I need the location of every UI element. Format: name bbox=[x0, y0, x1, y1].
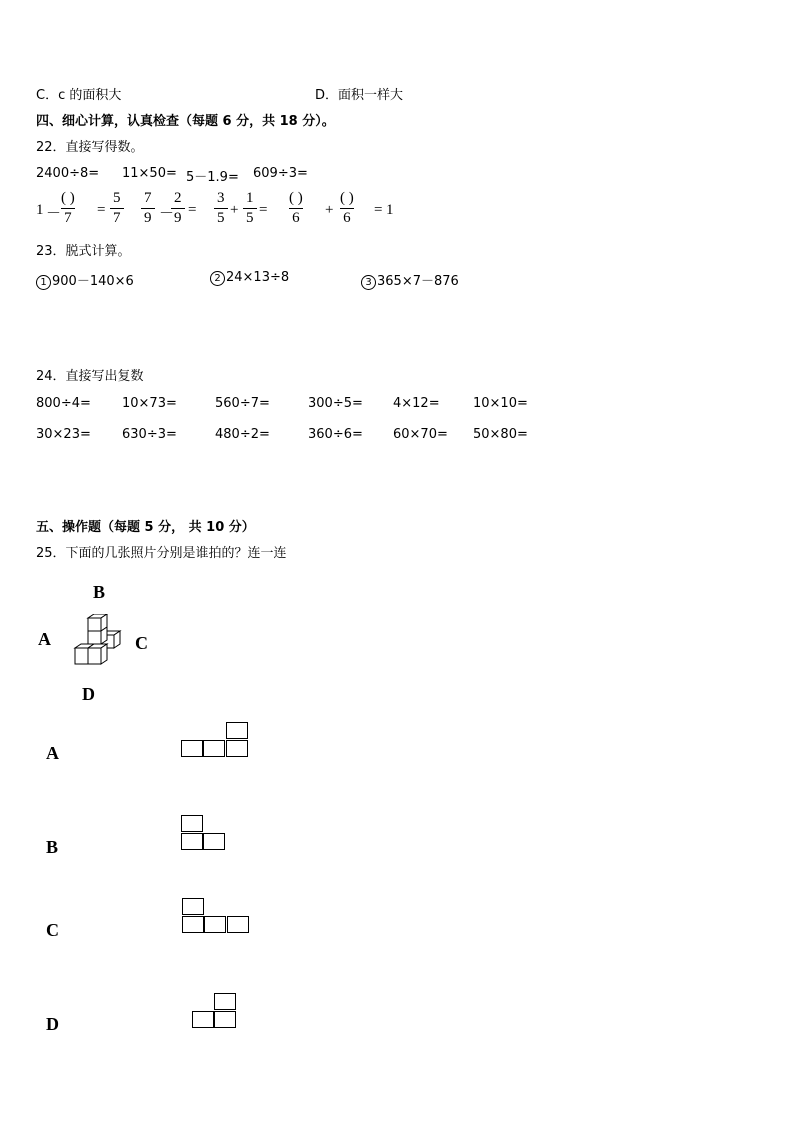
q24-item: 480÷2= bbox=[215, 427, 270, 442]
circled-number: 2 bbox=[210, 271, 225, 286]
minus-sign: － bbox=[46, 206, 62, 222]
fraction-denominator: 6 bbox=[340, 208, 354, 226]
circled-number: 1 bbox=[36, 275, 51, 290]
fraction-blank-over-7 bbox=[58, 191, 78, 226]
plus-sign: + bbox=[230, 202, 239, 218]
option-d: D．面积一样大 bbox=[315, 88, 404, 103]
q24-item: 300÷5= bbox=[308, 396, 363, 411]
q23-item-3 bbox=[361, 270, 459, 290]
expression: 24×13÷8 bbox=[226, 270, 290, 285]
q24-title: 24．直接写出复数 bbox=[36, 369, 144, 384]
fraction-numerator: 1 bbox=[246, 190, 254, 206]
fraction-5-7 bbox=[110, 191, 124, 226]
fraction-denominator: 5 bbox=[214, 208, 228, 226]
fraction-numerator: 3 bbox=[217, 190, 225, 206]
section5-heading: 五、操作题（每题 5 分， 共 10 分） bbox=[36, 520, 255, 535]
fraction-numerator-blank[interactable]: ( ) bbox=[289, 190, 303, 206]
q24-item: 10×73= bbox=[122, 396, 177, 411]
fraction-denominator: 7 bbox=[110, 208, 124, 226]
q24-item: 630÷3= bbox=[122, 427, 177, 442]
q22-item-2: 11×50= bbox=[122, 166, 177, 181]
minus-sign: － bbox=[159, 206, 175, 222]
fraction-blank-over-6 bbox=[286, 191, 306, 226]
fraction-numerator: 2 bbox=[174, 190, 182, 206]
fraction-denominator: 9 bbox=[141, 208, 155, 226]
fraction-denominator: 9 bbox=[171, 208, 185, 226]
q22-item-1: 2400÷8= bbox=[36, 166, 100, 181]
fraction-blank-over-6 bbox=[337, 191, 357, 226]
fraction-3-5 bbox=[214, 191, 228, 226]
q22-item-4: 609÷3= bbox=[253, 166, 308, 181]
viewer-d-label: D bbox=[82, 684, 95, 704]
q24-item: 560÷7= bbox=[215, 396, 270, 411]
fraction-numerator: 5 bbox=[113, 190, 121, 206]
equals-sign: = bbox=[374, 202, 383, 218]
fraction-7-9 bbox=[141, 191, 155, 226]
cube-stack-figure bbox=[70, 614, 122, 670]
section4-heading: 四、细心计算，认真检查（每题 6 分，共 18 分）。 bbox=[36, 114, 335, 129]
fraction-denominator: 5 bbox=[243, 208, 257, 226]
cube-front-face bbox=[88, 618, 101, 631]
q22-title: 22．直接写得数。 bbox=[36, 140, 144, 155]
view-b-label: B bbox=[46, 837, 59, 857]
plus-sign: + bbox=[325, 202, 334, 218]
fraction-numerator: 7 bbox=[144, 190, 152, 206]
view-a-label: A bbox=[46, 743, 59, 763]
fraction-denominator: 7 bbox=[61, 208, 75, 226]
equals-sign: = bbox=[188, 202, 197, 218]
q24-item: 360÷6= bbox=[308, 427, 363, 442]
q22-item-3: 5－1.9= bbox=[186, 170, 239, 185]
q25-title: 25．下面的几张照片分别是谁拍的？连一连 bbox=[36, 546, 287, 561]
one: 1 bbox=[386, 202, 394, 218]
q23-title: 23．脱式计算。 bbox=[36, 244, 131, 259]
q24-item: 50×80= bbox=[473, 427, 528, 442]
q24-item: 60×70= bbox=[393, 427, 448, 442]
viewer-b-label: B bbox=[93, 582, 106, 602]
expression: 900－140×6 bbox=[52, 274, 134, 289]
circled-number: 3 bbox=[361, 275, 376, 290]
fraction-numerator-blank[interactable]: ( ) bbox=[340, 190, 354, 206]
viewer-c-label: C bbox=[135, 633, 148, 653]
fraction-2-9 bbox=[171, 191, 185, 226]
option-c: C．c 的面积大 bbox=[36, 88, 122, 103]
fraction-1-5 bbox=[243, 191, 257, 226]
fraction-numerator-blank[interactable]: ( ) bbox=[61, 190, 75, 206]
fraction-denominator: 6 bbox=[289, 208, 303, 226]
q23-item-2 bbox=[210, 270, 289, 286]
one: 1 bbox=[36, 202, 44, 218]
q23-item-1 bbox=[36, 270, 134, 290]
view-c-label: C bbox=[46, 920, 59, 940]
q24-item: 30×23= bbox=[36, 427, 91, 442]
q24-item: 800÷4= bbox=[36, 396, 91, 411]
viewer-a-label: A bbox=[38, 629, 51, 649]
q24-item: 10×10= bbox=[473, 396, 528, 411]
equals-sign: = bbox=[259, 202, 268, 218]
equals-sign: = bbox=[97, 202, 106, 218]
expression: 365×7－876 bbox=[377, 274, 459, 289]
q24-item: 4×12= bbox=[393, 396, 440, 411]
view-d-label: D bbox=[46, 1014, 59, 1034]
